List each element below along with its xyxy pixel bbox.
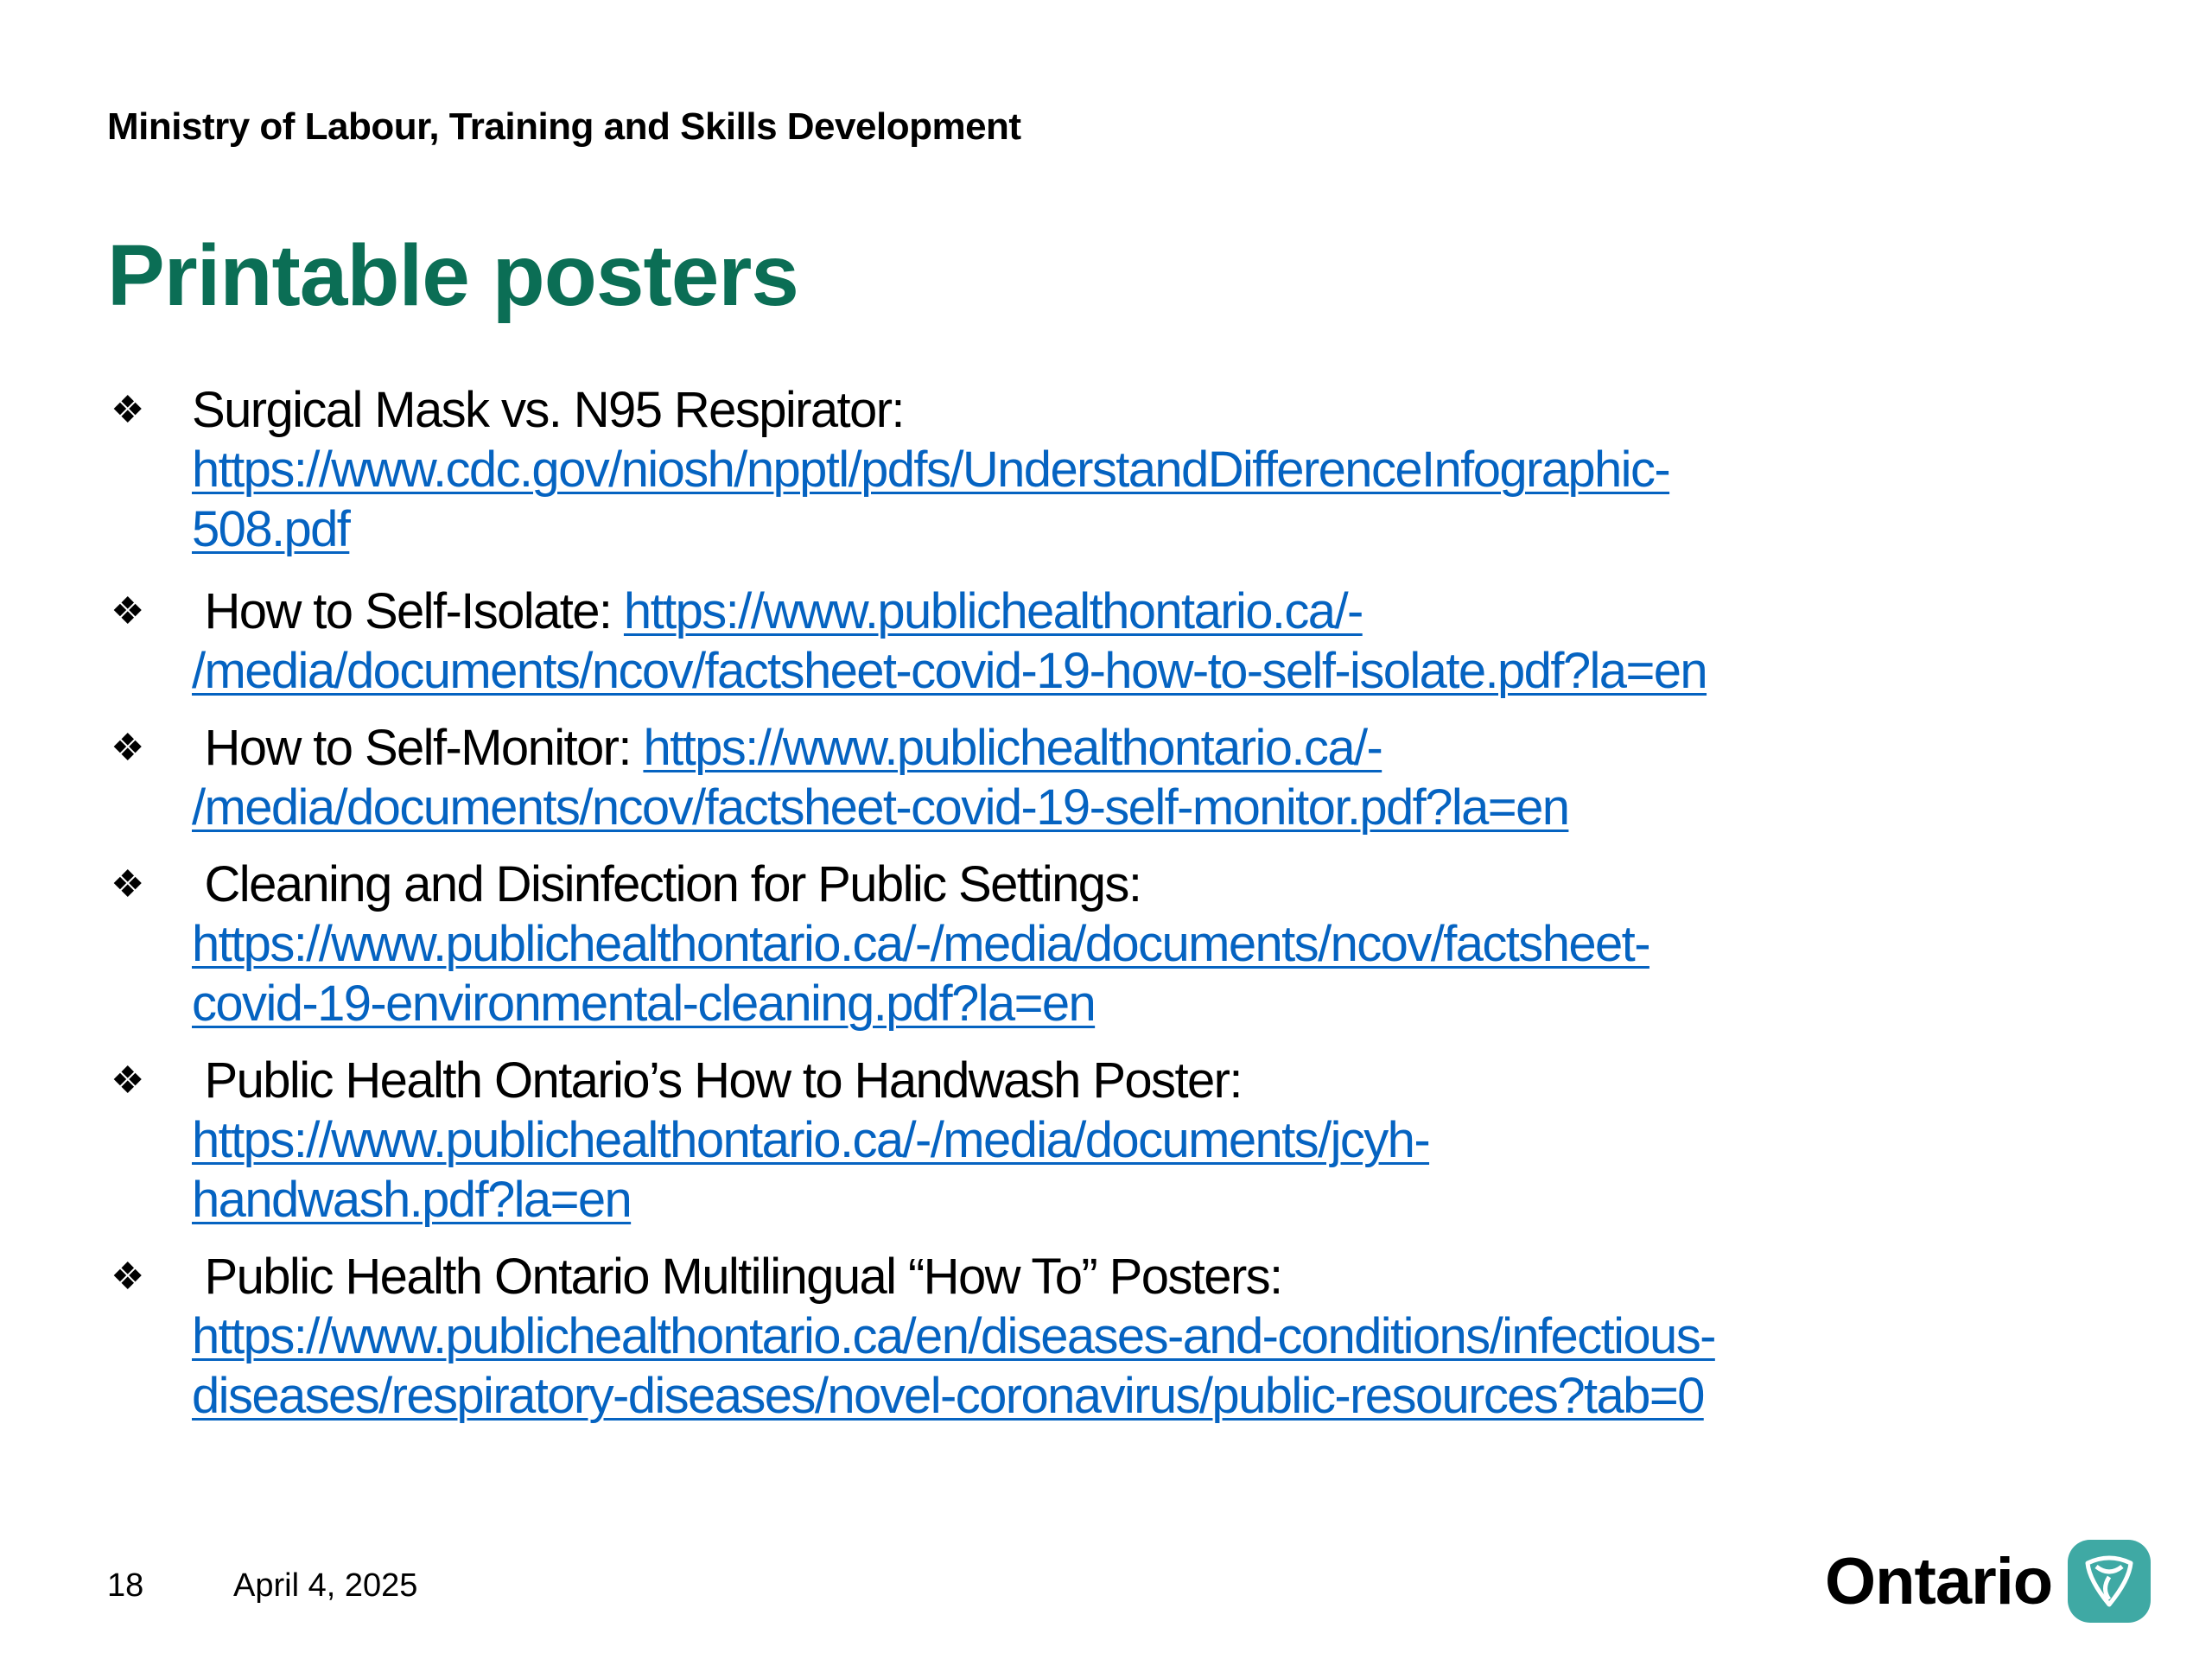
logo-text: Ontario xyxy=(1825,1544,2053,1618)
ontario-logo xyxy=(1825,1540,2151,1623)
list-item xyxy=(111,718,2133,837)
poster-link[interactable]: https://www.cdc.gov/niosh/npptl/pdfs/UnderstandDifferenceInfographic- 508.pdf xyxy=(192,442,1670,557)
poster-link[interactable]: https://www.publichealthontario.ca/en/diseases-and-conditions/infectious- diseases/respiratory-diseases/novel-coronavirus/public-resources?tab=0 xyxy=(192,1308,1715,1424)
poster-list xyxy=(111,380,2133,1443)
page-title: Printable posters xyxy=(107,227,798,324)
poster-link[interactable]: https://www.publichealthontario.ca/- xyxy=(643,720,1382,776)
poster-link[interactable]: https://www.publichealthontario.ca/-/media/documents/jcyh- handwash.pdf?la=en xyxy=(192,1112,1430,1228)
list-item xyxy=(111,1247,2133,1426)
item-label: Cleaning and Disinfection for Public Settings: xyxy=(192,856,1141,912)
item-label: Surgical Mask vs. N95 Respirator: xyxy=(192,382,904,438)
diamond-bullet-icon: ❖ xyxy=(111,863,143,906)
diamond-bullet-icon: ❖ xyxy=(111,1255,143,1298)
list-item xyxy=(111,855,2133,1033)
page-number: 18 xyxy=(107,1567,144,1604)
ministry-name: Ministry of Labour, Training and Skills Development xyxy=(107,105,1021,148)
item-label: Public Health Ontario’s How to Handwash Poster: xyxy=(192,1052,1242,1109)
item-label: Public Health Ontario Multilingual “How To” Posters: xyxy=(192,1249,1282,1305)
item-label: How to Self-Monitor: xyxy=(192,720,644,776)
list-item xyxy=(111,380,2133,559)
diamond-bullet-icon: ❖ xyxy=(111,389,143,431)
footer-date: April 4, 2025 xyxy=(233,1567,418,1604)
trillium-icon xyxy=(2068,1540,2151,1623)
diamond-bullet-icon: ❖ xyxy=(111,1059,143,1102)
poster-link[interactable]: https://www.publichealthontario.ca/- xyxy=(623,583,1363,639)
poster-link[interactable]: https://www.publichealthontario.ca/-/media/documents/ncov/factsheet- covid-19-environmental-cleaning.pdf?la=en xyxy=(192,916,1649,1032)
poster-link-continued[interactable]: /media/documents/ncov/factsheet-covid-19-how-to-self-isolate.pdf?la=en xyxy=(192,643,1707,699)
diamond-bullet-icon: ❖ xyxy=(111,727,143,769)
item-label: How to Self-Isolate: xyxy=(192,583,624,639)
poster-link-continued[interactable]: /media/documents/ncov/factsheet-covid-19-self-monitor.pdf?la=en xyxy=(192,779,1569,836)
diamond-bullet-icon: ❖ xyxy=(111,590,143,632)
list-item xyxy=(111,582,2133,701)
list-item xyxy=(111,1051,2133,1230)
